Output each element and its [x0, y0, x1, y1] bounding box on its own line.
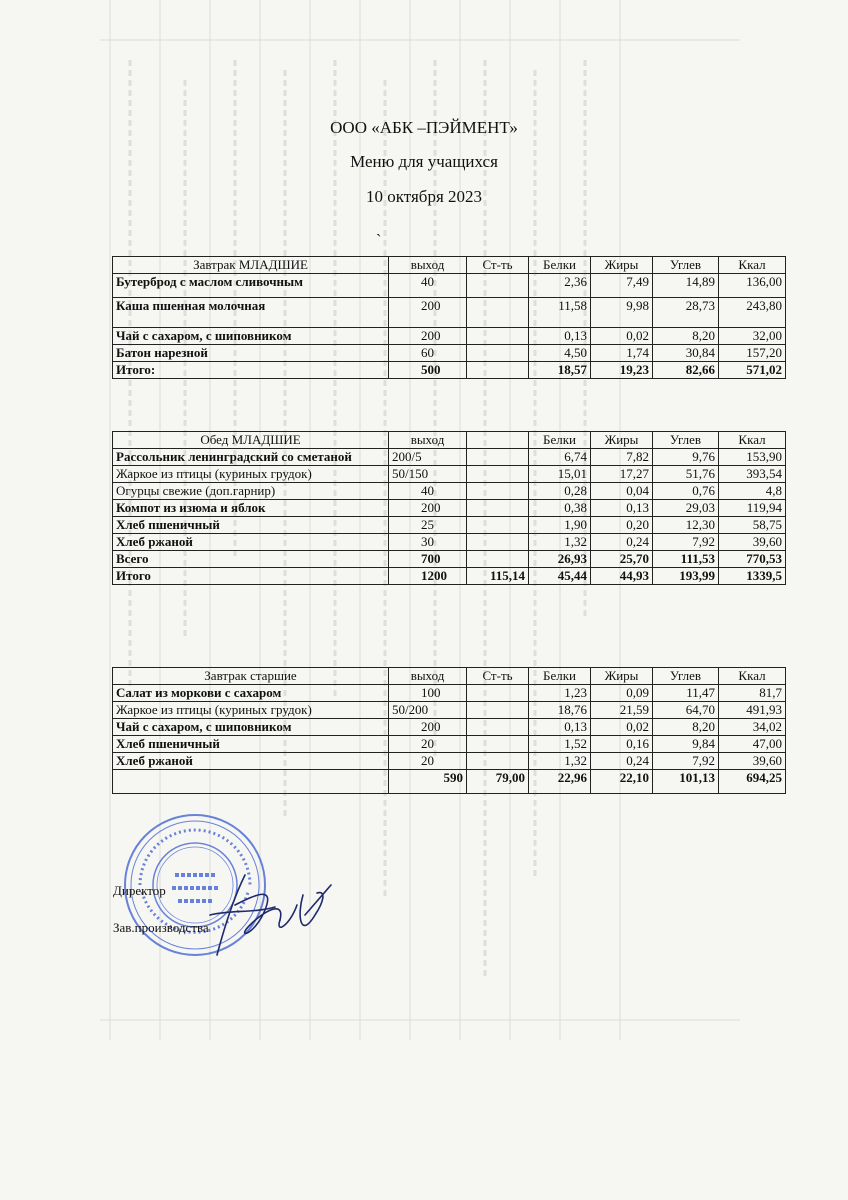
- column-header: Завтрак МЛАДШИЕ: [113, 257, 389, 274]
- carbs-cell: 193,99: [653, 568, 719, 585]
- portion-cell: 50/200: [389, 702, 467, 719]
- kcal-cell: 571,02: [719, 362, 786, 379]
- total-row: [113, 568, 786, 585]
- cost-cell: 115,14: [467, 568, 529, 585]
- total-label: Итого: [113, 568, 389, 585]
- carbs-cell: 111,53: [653, 551, 719, 568]
- fat-cell: 0,24: [591, 753, 653, 770]
- menu-date: 10 октября 2023: [365, 187, 483, 206]
- dish-name: Чай с сахаром, с шиповником: [113, 328, 389, 345]
- dish-name: Хлеб пшеничный: [113, 736, 389, 753]
- protein-cell: 1,90: [529, 517, 591, 534]
- kcal-cell: 119,94: [719, 500, 786, 517]
- signature-icon: [205, 855, 335, 965]
- portion-cell: 40: [389, 274, 467, 298]
- kcal-cell: 136,00: [719, 274, 786, 298]
- carbs-cell: 7,92: [653, 534, 719, 551]
- column-header: [467, 432, 529, 449]
- fat-cell: 21,59: [591, 702, 653, 719]
- fat-cell: 0,02: [591, 719, 653, 736]
- portion-cell: 200: [389, 719, 467, 736]
- protein-cell: 18,57: [529, 362, 591, 379]
- menu-table-lunch-junior: [112, 431, 786, 585]
- kcal-cell: 39,60: [719, 753, 786, 770]
- kcal-cell: 1339,5: [719, 568, 786, 585]
- column-header: Углев: [653, 668, 719, 685]
- total-row: [113, 551, 786, 568]
- protein-cell: 1,23: [529, 685, 591, 702]
- kcal-cell: 694,25: [719, 770, 786, 794]
- table-row: [113, 736, 786, 753]
- portion-cell: 40: [389, 483, 467, 500]
- carbs-cell: 82,66: [653, 362, 719, 379]
- protein-cell: 45,44: [529, 568, 591, 585]
- cost-cell: [467, 274, 529, 298]
- table-header-row: [113, 432, 786, 449]
- protein-cell: 1,32: [529, 753, 591, 770]
- fat-cell: 7,49: [591, 274, 653, 298]
- protein-cell: 0,13: [529, 328, 591, 345]
- dish-name: Жаркое из птицы (куриных грудок): [113, 702, 389, 719]
- portion-cell: 200: [389, 298, 467, 328]
- portion-cell: 100: [389, 685, 467, 702]
- dish-name: Бутерброд с маслом сливочным: [113, 274, 389, 298]
- column-header: Обед МЛАДШИЕ: [113, 432, 389, 449]
- column-header: Углев: [653, 432, 719, 449]
- cost-cell: [467, 719, 529, 736]
- dish-name: Компот из изюма и яблок: [113, 500, 389, 517]
- protein-cell: 0,28: [529, 483, 591, 500]
- fat-cell: 7,82: [591, 449, 653, 466]
- fat-cell: 0,04: [591, 483, 653, 500]
- stray-mark: `: [376, 232, 382, 249]
- carbs-cell: 30,84: [653, 345, 719, 362]
- table-row: [113, 449, 786, 466]
- cost-cell: [467, 298, 529, 328]
- protein-cell: 22,96: [529, 770, 591, 794]
- dish-name: Жаркое из птицы (куриных грудок): [113, 466, 389, 483]
- kcal-cell: 491,93: [719, 702, 786, 719]
- column-header: Белки: [529, 668, 591, 685]
- column-header: Жиры: [591, 432, 653, 449]
- protein-cell: 6,74: [529, 449, 591, 466]
- table-row: [113, 466, 786, 483]
- total-label: [113, 770, 389, 794]
- kcal-cell: 32,00: [719, 328, 786, 345]
- column-header: Ккал: [719, 257, 786, 274]
- portion-cell: 20: [389, 736, 467, 753]
- dish-name: Батон нарезной: [113, 345, 389, 362]
- cost-cell: [467, 449, 529, 466]
- protein-cell: 0,38: [529, 500, 591, 517]
- cost-cell: [467, 702, 529, 719]
- fat-cell: 17,27: [591, 466, 653, 483]
- dish-name: Чай с сахаром, с шиповником: [113, 719, 389, 736]
- carbs-cell: 12,30: [653, 517, 719, 534]
- table-row: [113, 517, 786, 534]
- total-row: [113, 770, 786, 794]
- table-row: [113, 534, 786, 551]
- cost-cell: [467, 534, 529, 551]
- column-header: Ккал: [719, 432, 786, 449]
- cost-cell: [467, 517, 529, 534]
- carbs-cell: 101,13: [653, 770, 719, 794]
- table-row: [113, 345, 786, 362]
- dish-name: Хлеб пшеничный: [113, 517, 389, 534]
- cost-cell: [467, 500, 529, 517]
- fat-cell: 19,23: [591, 362, 653, 379]
- column-header: Углев: [653, 257, 719, 274]
- column-header: выход: [389, 432, 467, 449]
- portion-cell: 200: [389, 500, 467, 517]
- kcal-cell: 393,54: [719, 466, 786, 483]
- carbs-cell: 9,84: [653, 736, 719, 753]
- fat-cell: 44,93: [591, 568, 653, 585]
- cost-cell: [467, 736, 529, 753]
- kcal-cell: 47,00: [719, 736, 786, 753]
- dish-name: Рассольник ленинградский со сметаной: [113, 449, 389, 466]
- column-header: Жиры: [591, 257, 653, 274]
- cost-cell: [467, 345, 529, 362]
- portion-cell: 700: [389, 551, 467, 568]
- company-name: ООО «АБК –ПЭЙМЕНТ»: [330, 118, 518, 137]
- kcal-cell: 58,75: [719, 517, 786, 534]
- dish-name: Хлеб ржаной: [113, 753, 389, 770]
- fat-cell: 0,09: [591, 685, 653, 702]
- portion-cell: 500: [389, 362, 467, 379]
- carbs-cell: 8,20: [653, 328, 719, 345]
- table-row: [113, 274, 786, 298]
- production-head-label: Зав.производства: [113, 920, 209, 935]
- table-row: [113, 702, 786, 719]
- table-row: [113, 685, 786, 702]
- fat-cell: 1,74: [591, 345, 653, 362]
- column-header: Жиры: [591, 668, 653, 685]
- protein-cell: 26,93: [529, 551, 591, 568]
- cost-cell: [467, 551, 529, 568]
- portion-cell: 30: [389, 534, 467, 551]
- portion-cell: 20: [389, 753, 467, 770]
- total-row: [113, 362, 786, 379]
- protein-cell: 0,13: [529, 719, 591, 736]
- director-label: Директор: [113, 883, 166, 898]
- column-header: Ст-ть: [467, 257, 529, 274]
- fat-cell: 0,16: [591, 736, 653, 753]
- kcal-cell: 157,20: [719, 345, 786, 362]
- portion-cell: 590: [389, 770, 467, 794]
- total-label: Всего: [113, 551, 389, 568]
- cost-cell: [467, 483, 529, 500]
- dish-name: Огурцы свежие (доп.гарнир): [113, 483, 389, 500]
- column-header: Белки: [529, 432, 591, 449]
- document-subtitle: Меню для учащихся: [350, 152, 498, 171]
- table-header-row: [113, 257, 786, 274]
- dish-name: Хлеб ржаной: [113, 534, 389, 551]
- table-row: [113, 483, 786, 500]
- table-row: [113, 753, 786, 770]
- column-header: Завтрак старшие: [113, 668, 389, 685]
- cost-cell: [467, 328, 529, 345]
- portion-cell: 60: [389, 345, 467, 362]
- kcal-cell: 81,7: [719, 685, 786, 702]
- menu-table-breakfast-junior: [112, 256, 786, 379]
- table-row: [113, 328, 786, 345]
- kcal-cell: 4,8: [719, 483, 786, 500]
- fat-cell: 9,98: [591, 298, 653, 328]
- carbs-cell: 51,76: [653, 466, 719, 483]
- carbs-cell: 28,73: [653, 298, 719, 328]
- portion-cell: 1200: [389, 568, 467, 585]
- cost-cell: [467, 685, 529, 702]
- table-header-row: [113, 668, 786, 685]
- fat-cell: 22,10: [591, 770, 653, 794]
- protein-cell: 4,50: [529, 345, 591, 362]
- portion-cell: 200: [389, 328, 467, 345]
- carbs-cell: 9,76: [653, 449, 719, 466]
- portion-cell: 50/150: [389, 466, 467, 483]
- table-row: [113, 500, 786, 517]
- dish-name: Каша пшенная молочная: [113, 298, 389, 328]
- column-header: Ккал: [719, 668, 786, 685]
- menu-table-breakfast-senior: [112, 667, 786, 794]
- carbs-cell: 11,47: [653, 685, 719, 702]
- protein-cell: 1,32: [529, 534, 591, 551]
- carbs-cell: 0,76: [653, 483, 719, 500]
- table-row: [113, 298, 786, 328]
- fat-cell: 0,24: [591, 534, 653, 551]
- kcal-cell: 770,53: [719, 551, 786, 568]
- dish-name: Салат из моркови с сахаром: [113, 685, 389, 702]
- kcal-cell: 153,90: [719, 449, 786, 466]
- fat-cell: 25,70: [591, 551, 653, 568]
- protein-cell: 15,01: [529, 466, 591, 483]
- column-header: Белки: [529, 257, 591, 274]
- protein-cell: 2,36: [529, 274, 591, 298]
- portion-cell: 25: [389, 517, 467, 534]
- cost-cell: [467, 466, 529, 483]
- carbs-cell: 29,03: [653, 500, 719, 517]
- protein-cell: 1,52: [529, 736, 591, 753]
- carbs-cell: 8,20: [653, 719, 719, 736]
- total-label: Итого:: [113, 362, 389, 379]
- fat-cell: 0,13: [591, 500, 653, 517]
- carbs-cell: 7,92: [653, 753, 719, 770]
- column-header: Ст-ть: [467, 668, 529, 685]
- cost-cell: [467, 362, 529, 379]
- kcal-cell: 243,80: [719, 298, 786, 328]
- column-header: выход: [389, 668, 467, 685]
- carbs-cell: 64,70: [653, 702, 719, 719]
- protein-cell: 18,76: [529, 702, 591, 719]
- fat-cell: 0,02: [591, 328, 653, 345]
- fat-cell: 0,20: [591, 517, 653, 534]
- cost-cell: [467, 753, 529, 770]
- table-row: [113, 719, 786, 736]
- kcal-cell: 39,60: [719, 534, 786, 551]
- cost-cell: 79,00: [467, 770, 529, 794]
- kcal-cell: 34,02: [719, 719, 786, 736]
- carbs-cell: 14,89: [653, 274, 719, 298]
- portion-cell: 200/5: [389, 449, 467, 466]
- column-header: выход: [389, 257, 467, 274]
- protein-cell: 11,58: [529, 298, 591, 328]
